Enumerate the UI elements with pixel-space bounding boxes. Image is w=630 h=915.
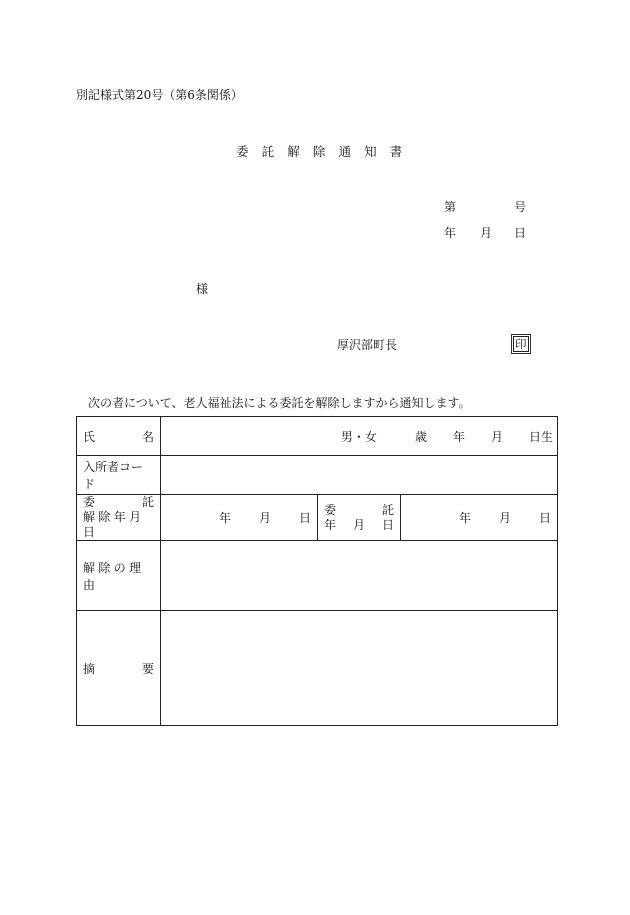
remarks-value [161, 611, 558, 726]
name-row [77, 417, 558, 456]
label-i: 委 [83, 495, 96, 509]
resident-code-label: 入所者コード [77, 456, 161, 495]
sub-label-nen: 年 [324, 517, 337, 532]
remarks-label-teki: 摘 [83, 661, 96, 676]
sub-label-tsuki: 月 [352, 517, 365, 532]
name-value-cell [161, 417, 558, 456]
entrust-month: 月 [498, 511, 511, 525]
name-label-mei: 名 [141, 429, 154, 444]
termination-date-label [77, 495, 161, 541]
birth-year: 年 [452, 429, 465, 444]
entrust-date-label [318, 495, 401, 541]
sub-label-taku: 託 [381, 502, 394, 517]
reason-row [77, 541, 558, 611]
remarks-row [77, 611, 558, 726]
date-day: 日 [514, 226, 527, 240]
addressee-sama: 様 [196, 282, 209, 296]
name-label-shi: 氏 [83, 429, 96, 444]
seal-mark [511, 334, 531, 354]
sub-label-hi: 日 [381, 517, 394, 532]
body-text: 次の者について、老人福祉法による委託を解除しますから通知します。 [88, 396, 471, 410]
seal-text: 印 [515, 337, 527, 351]
termination-day: 日 [298, 511, 311, 525]
termination-month: 月 [258, 511, 271, 525]
label-taku: 託 [141, 495, 154, 509]
age-unit: 歳 [414, 429, 427, 444]
remarks-label-you: 要 [141, 661, 154, 676]
reference-dai: 第 [444, 200, 457, 214]
entrust-date-value [401, 495, 558, 541]
document-title: 委託解除通知書 [236, 144, 416, 159]
birth-day: 日生 [528, 429, 553, 444]
sub-label-i: 委 [324, 502, 337, 517]
resident-code-value [161, 456, 558, 495]
gender-select: 男・女 [340, 429, 377, 444]
termination-date-value [161, 495, 318, 541]
reference-go: 号 [514, 200, 527, 214]
reason-value [161, 541, 558, 611]
name-label-cell [77, 417, 161, 456]
date-year: 年 [444, 226, 457, 240]
date-month: 月 [480, 226, 493, 240]
resident-code-row [77, 456, 558, 495]
form-number: 別記様式第20号（第6条関係） [76, 88, 243, 102]
label-kaijo-date: 解除年月日 [83, 510, 145, 539]
termination-year: 年 [218, 511, 231, 525]
entrust-day: 日 [538, 511, 551, 525]
birth-month: 月 [490, 429, 503, 444]
remarks-label-cell [77, 611, 161, 726]
termination-date-row [77, 495, 558, 541]
notice-table [76, 416, 558, 726]
reason-label: 解除の理由 [77, 541, 161, 611]
entrust-year: 年 [458, 511, 471, 525]
sender-title: 厚沢部町長 [337, 338, 398, 352]
